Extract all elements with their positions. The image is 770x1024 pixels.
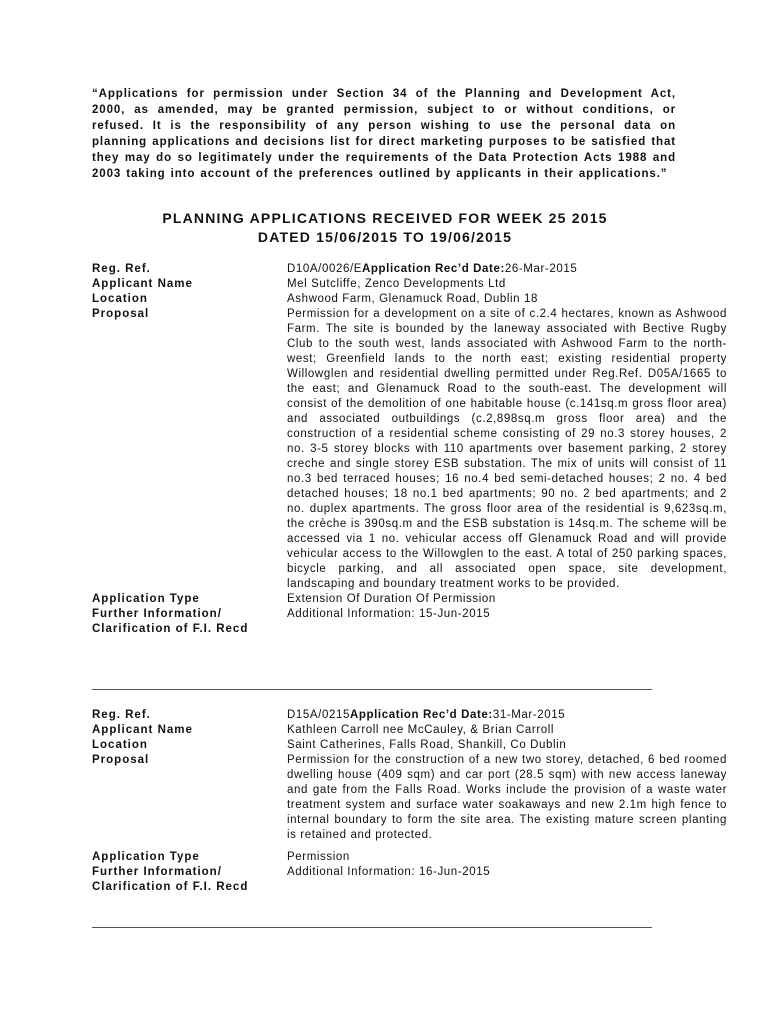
reg-ref-row (92, 708, 732, 723)
record-divider (92, 927, 652, 928)
application-type-row (92, 850, 732, 865)
location-row (92, 292, 732, 307)
reg-ref-number: D10A/0026/E (287, 263, 363, 275)
application-type-value: Permission (287, 851, 350, 863)
location-value: Saint Catherines, Falls Road, Shankill, Co Dublin (287, 739, 567, 751)
reg-ref-number: D15A/0215 (287, 709, 350, 721)
application-type-label: Application Type (92, 851, 200, 863)
data-protection-disclaimer: “Applications for permission under Section 34 of the Planning and Development Act, 2000, as amended, may be granted permission, subject to or without conditions, or refused. It is the responsibility of any person wishing to use the personal data on planning applications and decisions list for direct marketing purposes to be satisfied that they may do so legitimately under the requirements of the Data Protection Acts 1988 and 2003 taking into account of the preferences outlined by applicants in their applications.” (92, 88, 676, 180)
record-divider (92, 689, 652, 690)
further-info-label: Further Information/ Clarification of F.I. Recd (92, 866, 249, 893)
applicant-label: Applicant Name (92, 278, 193, 290)
application-type-value: Extension Of Duration Of Permission (287, 593, 496, 605)
reg-ref-label: Reg. Ref. (92, 709, 151, 721)
applicant-row (92, 277, 732, 292)
page-title: PLANNING APPLICATIONS RECEIVED FOR WEEK 25 2015 (162, 210, 608, 226)
application-type-row (92, 592, 732, 607)
rec-date-label: Application Rec’d Date: (349, 709, 493, 721)
proposal-value: Permission for the construction of a new two storey, detached, 6 bed roomed dwelling house (409 sqm) and car port (28.5 sqm) with new access laneway and gate from the Falls Road. Works include the provision of a waste water treatment system and surface water soakaways and new 2.1m high fence to internal boundary to form the site area. The existing mature screen planting is retained and protected. (287, 754, 727, 841)
reg-ref-value (287, 262, 727, 277)
applicant-label: Applicant Name (92, 724, 193, 736)
further-info-value: Additional Information: 16-Jun-2015 (287, 866, 491, 878)
location-label: Location (92, 293, 148, 305)
proposal-row (92, 307, 732, 592)
proposal-row (92, 753, 732, 843)
proposal-label: Proposal (92, 308, 150, 320)
further-info-value: Additional Information: 15-Jun-2015 (287, 608, 491, 620)
further-info-row (92, 607, 732, 637)
location-label: Location (92, 739, 148, 751)
applicant-value: Mel Sutcliffe, Zenco Developments Ltd (287, 278, 506, 290)
reg-ref-value (287, 708, 727, 723)
location-row (92, 738, 732, 753)
further-info-label: Further Information/ Clarification of F.I. Recd (92, 608, 249, 635)
further-info-row (92, 865, 732, 895)
rec-date-label: Application Rec’d Date: (362, 263, 505, 275)
proposal-value: Permission for a development on a site of c.2.4 hectares, known as Ashwood Farm. The site is bounded by the laneway associated with Bective Rugby Club to the south west, lands associated with Ashwood Farm to the north-west; Greenfield lands to the north east; existing residential property Willowglen and residential dwelling permitted under Reg.Ref. D05A/1665 to the east; and Glenamuck Road to the south-east. The development will consist of the demolition of one habitable house (c.141sq.m gross floor area) and associated outbuildings (c.2,898sq.m gross floor area) and the construction of a residential scheme consisting of 29 no.3 storey houses, 2 no. 3-5 storey blocks with 110 apartments over basement parking, 2 storey creche and single storey ESB substation. The mix of units will consist of 11 no.3 bed terraced houses; 16 no.4 bed semi-detached houses; 2 no. 4 bed detached houses; 18 no.1 bed apartments; 90 no. 2 bed apartments; and 2 no. duplex apartments. The gross floor area of the residential is 9,623sq.m, the crèche is 390sq.m and the ESB substation is 14sq.m. The scheme will be accessed via 1 no. vehicular access off Glenamuck Road and will provide vehicular access to the Willowglen to the east. A total of 250 parking spaces, bicycle parking, and all associated open space, site development, landscaping and boundary treatment works to be provided. (287, 308, 727, 590)
rec-date-value: 31-Mar-2015 (492, 709, 566, 721)
location-value: Ashwood Farm, Glenamuck Road, Dublin 18 (287, 293, 538, 305)
rec-date-value: 26-Mar-2015 (504, 263, 578, 275)
reg-ref-label: Reg. Ref. (92, 263, 151, 275)
application-record (92, 708, 732, 895)
proposal-label: Proposal (92, 754, 150, 766)
application-type-label: Application Type (92, 593, 200, 605)
applicant-row (92, 723, 732, 738)
application-record (92, 262, 732, 637)
page-subtitle-dates: DATED 15/06/2015 TO 19/06/2015 (257, 229, 513, 245)
reg-ref-row (92, 262, 732, 277)
applicant-value: Kathleen Carroll nee McCauley, & Brian Carroll (287, 724, 555, 736)
